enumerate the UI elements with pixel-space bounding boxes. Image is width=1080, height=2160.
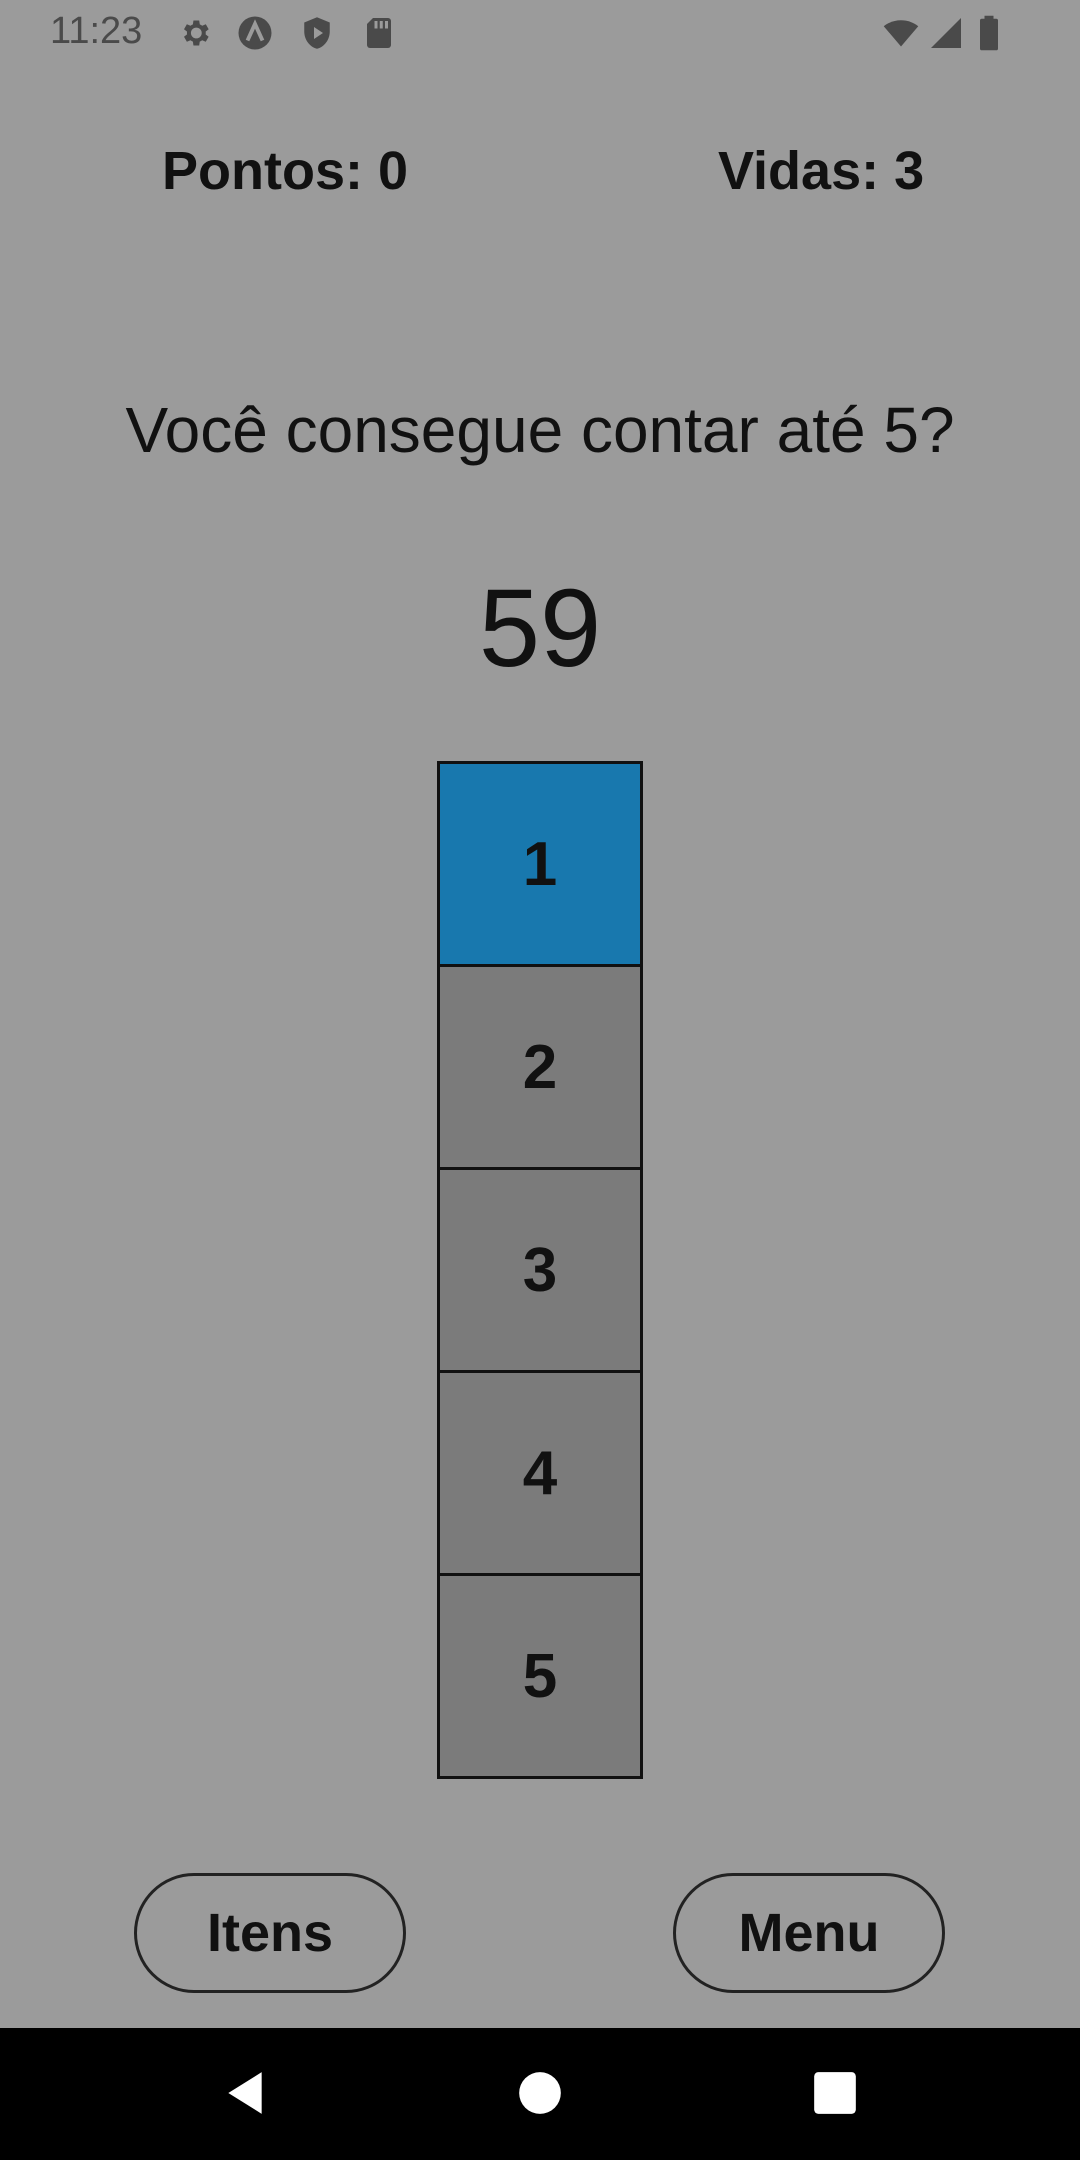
home-icon[interactable] — [515, 2068, 565, 2118]
shield-play-icon — [299, 15, 335, 51]
back-icon[interactable] — [220, 2068, 270, 2118]
wifi-icon — [880, 15, 922, 51]
navigation-bar — [0, 2028, 1080, 2160]
menu-button[interactable]: Menu — [673, 1873, 945, 1993]
number-tile-2[interactable]: 2 — [437, 964, 643, 1170]
number-tile-3[interactable]: 3 — [437, 1167, 643, 1373]
signal-icon — [926, 15, 966, 51]
status-bar — [0, 0, 1080, 66]
battery-icon — [974, 15, 1004, 51]
settings-icon — [177, 15, 213, 51]
items-button[interactable]: Itens — [134, 1873, 406, 1993]
status-time: 11:23 — [50, 10, 143, 52]
number-tiles — [437, 761, 643, 1779]
number-tile-1[interactable]: 1 — [437, 761, 643, 967]
number-tile-4[interactable]: 4 — [437, 1370, 643, 1576]
lives-label: Vidas: 3 — [718, 141, 925, 201]
recents-icon[interactable] — [810, 2068, 860, 2118]
countdown-timer: 59 — [478, 567, 602, 690]
a-badge-icon — [237, 15, 273, 51]
score-label: Pontos: 0 — [162, 141, 409, 201]
number-tile-5[interactable]: 5 — [437, 1573, 643, 1779]
sd-card-icon — [361, 15, 397, 51]
question-text: Você consegue contar até 5? — [125, 394, 955, 466]
